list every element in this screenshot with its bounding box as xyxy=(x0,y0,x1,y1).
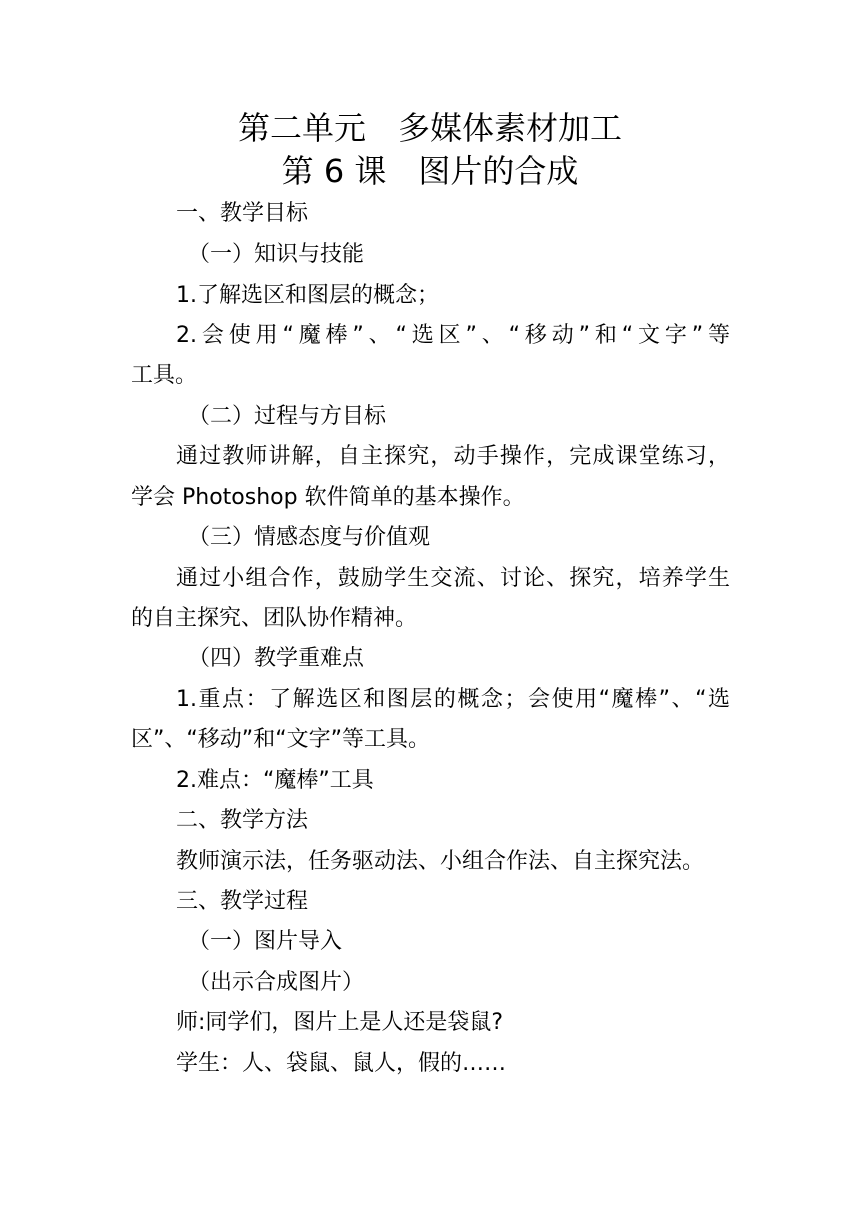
paragraph-line: 1.重点：了解选区和图层的概念；会使用“魔棒”、“选 xyxy=(176,687,730,712)
paragraph-line: （出示合成图片） xyxy=(188,970,365,995)
lesson-title: 第 6 课 图片的合成 xyxy=(281,152,579,190)
subsection-knowledge-skills: （一）知识与技能 xyxy=(188,242,365,267)
paragraph-line: 2.难点：“魔棒”工具 xyxy=(176,768,374,793)
paragraph-line: 1.了解选区和图层的概念； xyxy=(176,283,439,308)
unit-title: 第二单元 多媒体素材加工 xyxy=(237,109,622,147)
section-heading-objectives: 一、教学目标 xyxy=(176,201,309,226)
paragraph-line: 的自主探究、团队协作精神。 xyxy=(131,606,418,631)
subsection-process-method: （二）过程与方目标 xyxy=(188,404,387,429)
paragraph-line: 通过小组合作，鼓励学生交流、讨论、探究，培养学生 xyxy=(176,566,730,591)
paragraph-line: 通过教师讲解，自主探究，动手操作，完成课堂练习， xyxy=(176,444,730,469)
subsection-key-difficult-points: （四）教学重难点 xyxy=(188,646,365,671)
paragraph-line: 学生：人、袋鼠、鼠人，假的…… xyxy=(176,1051,507,1076)
paragraph-line: 教师演示法，任务驱动法、小组合作法、自主探究法。 xyxy=(176,849,705,874)
paragraph-line: 2.会使用“魔棒”、“选区”、“移动”和“文字”等 xyxy=(176,323,730,348)
paragraph-line: 区”、“移动”和“文字”等工具。 xyxy=(131,727,430,752)
subsection-picture-intro: （一）图片导入 xyxy=(188,929,343,954)
section-heading-process: 三、教学过程 xyxy=(176,889,309,914)
section-heading-methods: 二、教学方法 xyxy=(176,808,309,833)
paragraph-line: 工具。 xyxy=(131,363,198,388)
subsection-attitude-values: （三）情感态度与价值观 xyxy=(188,525,431,550)
paragraph-line: 师:同学们，图片上是人还是袋鼠? xyxy=(176,1010,504,1035)
paragraph-line: 学会 Photoshop 软件简单的基本操作。 xyxy=(131,485,525,510)
